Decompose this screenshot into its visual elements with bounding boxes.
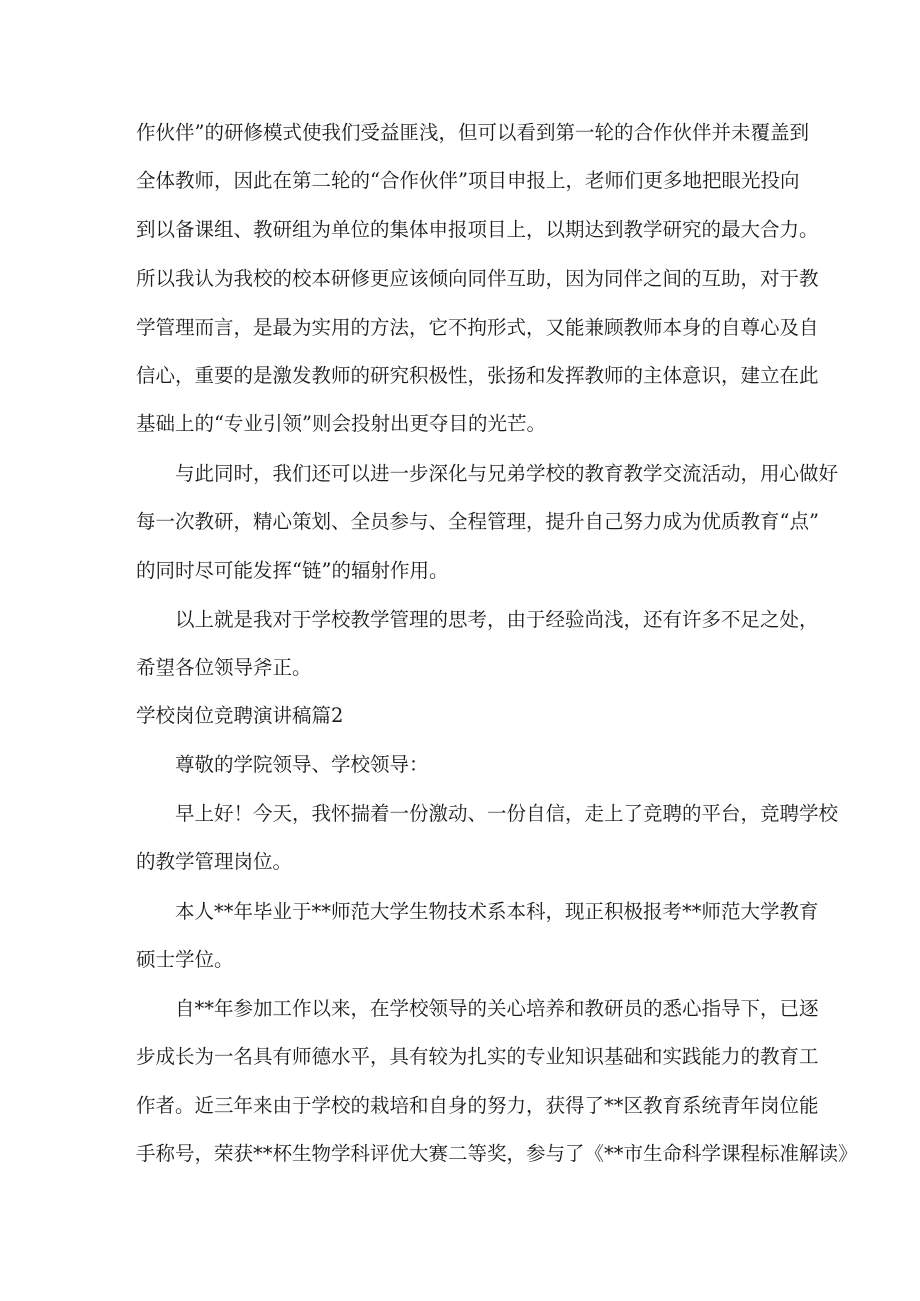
body-line: 的同时尽可能发挥“链”的辐射作用。 bbox=[136, 559, 449, 582]
body-line: 步成长为一名具有师德水平，具有较为扎实的专业知识基础和实践能力的教育工 bbox=[136, 1045, 819, 1068]
body-line: 手称号，荣获**杯生物学科评优大赛二等奖，参与了《**市生命科学课程标准解读》 bbox=[136, 1142, 858, 1165]
body-line: 信心，重要的是激发教师的研究积极性，张扬和发挥教师的主体意识，建立在此 bbox=[136, 364, 819, 387]
body-line: 到以备课组、教研组为单位的集体申报项目上，以期达到教学研究的最大合力。 bbox=[136, 218, 819, 241]
body-line: 以上就是我对于学校教学管理的思考，由于经验尚浅，还有许多不足之处， bbox=[175, 608, 819, 631]
body-line: 作伙伴”的研修模式使我们受益匪浅，但可以看到第一轮的合作伙伴并未覆盖到 bbox=[136, 121, 809, 144]
body-line: 早上好！今天，我怀揣着一份激动、一份自信，走上了竞聘的平台，竞聘学校 bbox=[175, 802, 839, 825]
body-line: 基础上的“专业引领”则会投射出更夺目的光芒。 bbox=[136, 412, 546, 435]
body-line: 所以我认为我校的校本研修更应该倾向同伴互助，因为同伴之间的互助，对于教 bbox=[136, 267, 819, 290]
body-line: 尊敬的学院领导、学校领导： bbox=[175, 753, 429, 776]
body-line: 自**年参加工作以来，在学校领导的关心培养和教研员的悉心指导下，已逐 bbox=[175, 997, 819, 1020]
body-line: 本人**年毕业于**师范大学生物技术系本科，现正积极报考**师范大学教育 bbox=[175, 900, 819, 923]
body-line: 学管理而言，是最为实用的方法，它不拘形式，又能兼顾教师本身的自尊心及自 bbox=[136, 316, 819, 339]
section-heading: 学校岗位竞聘演讲稿篇2 bbox=[136, 704, 344, 727]
body-line: 的教学管理岗位。 bbox=[136, 850, 293, 873]
body-line: 硕士学位。 bbox=[136, 948, 234, 971]
body-line: 与此同时，我们还可以进一步深化与兄弟学校的教育教学交流活动，用心做好 bbox=[175, 462, 839, 485]
body-line: 全体教师，因此在第二轮的“合作伙伴”项目申报上，老师们更多地把眼光投向 bbox=[136, 169, 800, 192]
body-line: 希望各位领导斧正。 bbox=[136, 656, 312, 679]
body-line: 作者。近三年来由于学校的栽培和自身的努力，获得了**区教育系统青年岗位能 bbox=[136, 1094, 819, 1117]
body-line: 每一次教研，精心策划、全员参与、全程管理，提升自己努力成为优质教育“点” bbox=[136, 510, 819, 533]
